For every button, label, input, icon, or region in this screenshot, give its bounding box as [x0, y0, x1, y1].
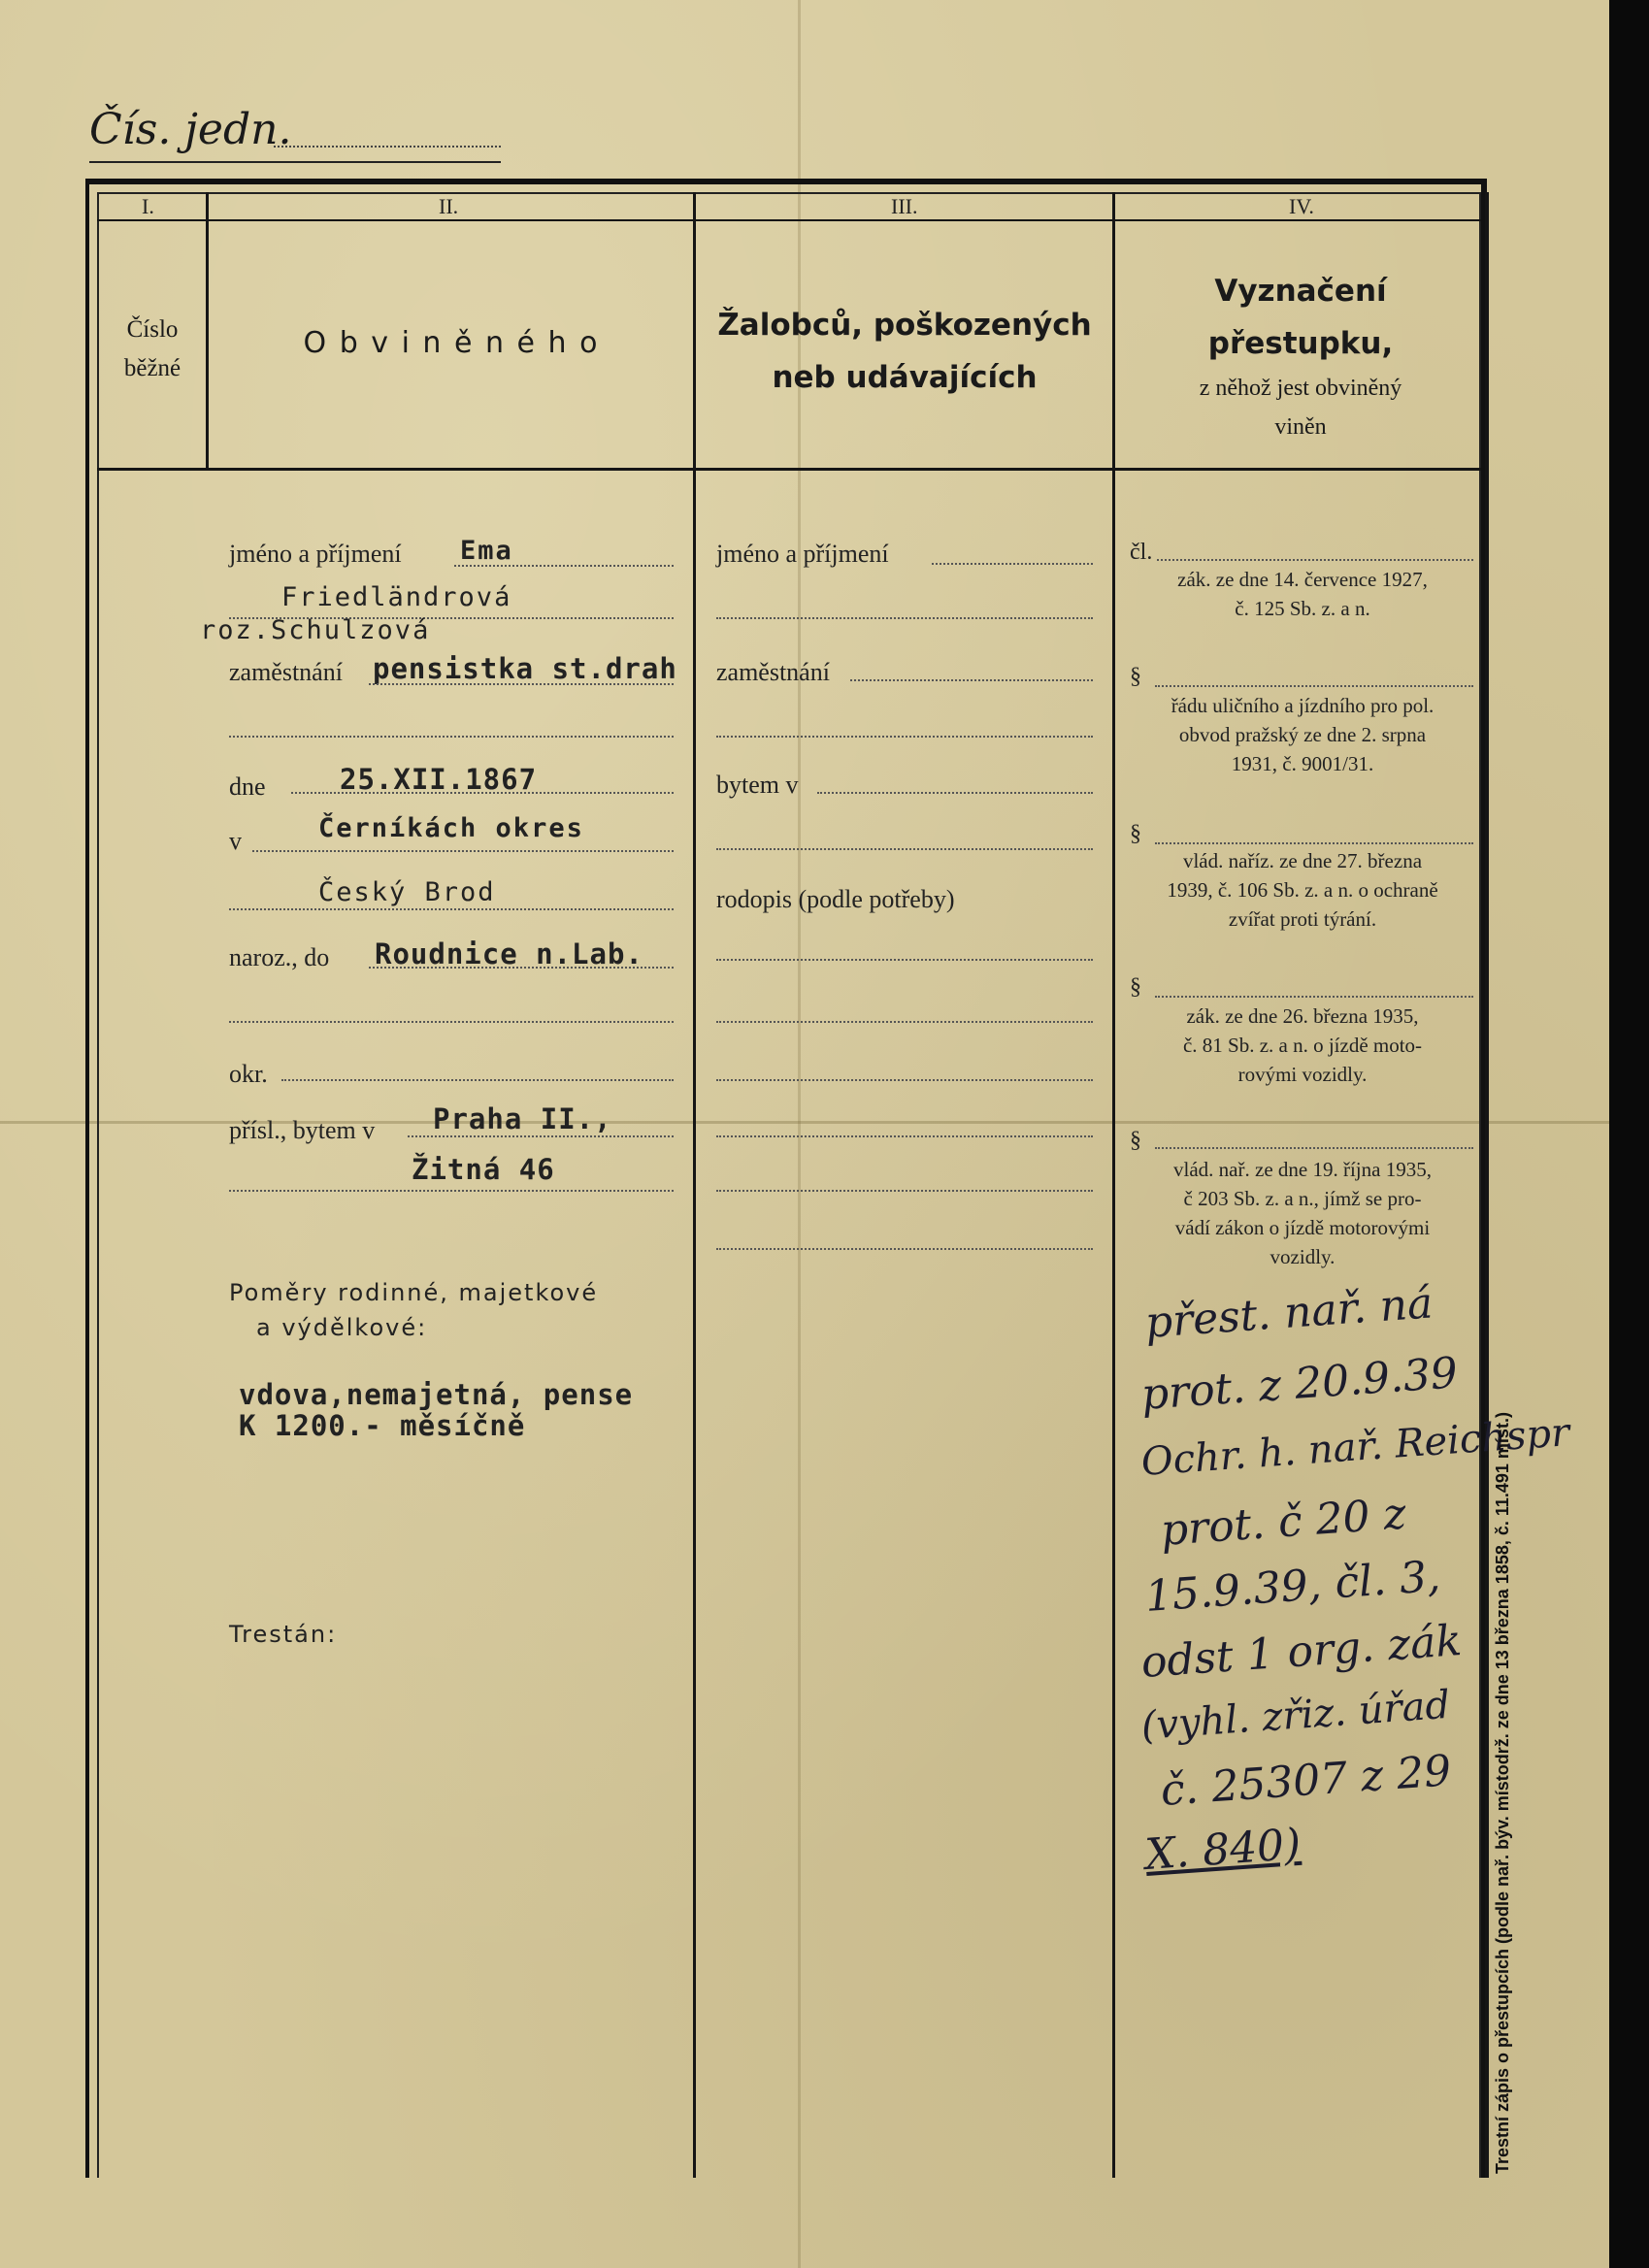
law4-line2: č. 81 Sb. z. a n. o jízdě moto- [1182, 1034, 1423, 1057]
accused-birthplace: Černíkách okres [318, 813, 584, 843]
accused-residence-street: Žitná 46 [412, 1153, 555, 1186]
complainant-biography-field-line-3 [716, 1079, 1093, 1081]
law4-line3: rovými vozidly. [1237, 1063, 1368, 1086]
accused-birthplace-field-line-2 [229, 908, 674, 910]
handwritten-note-line8: č. 25307 z 29 [1159, 1746, 1453, 1816]
handwritten-note-line5: 15.9.39, čl. 3, [1143, 1551, 1442, 1622]
law5-line3: vádí zákon o jízdě motorovými [1174, 1216, 1431, 1239]
law5-line1: vlád. nař. ze dne 19. října 1935, [1173, 1158, 1432, 1181]
complainant-biography-field-line-2 [716, 1021, 1093, 1023]
complainant-residence-field-line [817, 792, 1093, 794]
handwritten-note-line2: prot. z 20.9.39 [1139, 1348, 1460, 1420]
law3-line3: zvířat proti týrání. [1228, 907, 1377, 931]
column-divider-1 [206, 192, 209, 468]
complainant-biography-field-line-1 [716, 959, 1093, 961]
handwritten-note-line1: přest. nař. ná [1143, 1278, 1435, 1348]
numbering-row-divider [97, 219, 1481, 221]
law1-description [1126, 565, 1479, 623]
complainant-biography-field-line-5 [716, 1190, 1093, 1192]
column-number-2: II. [439, 194, 459, 218]
accused-surname: Friedländrová [281, 582, 512, 612]
law4-paragraph-field [1155, 996, 1473, 998]
header-row-divider [97, 468, 1481, 471]
law5-line2: č 203 Sb. z. a n., jímž se pro- [1183, 1187, 1422, 1210]
law2-paragraph-label: § [1130, 664, 1141, 689]
complainant-name-field-line-2 [716, 617, 1093, 619]
accused-district-field-line [281, 1079, 674, 1081]
reference-number-underline [89, 161, 501, 163]
law2-line2: obvod pražský ze dne 2. srpna [1178, 723, 1427, 746]
handwritten-note-line4: prot. č 20 z [1159, 1489, 1408, 1556]
column-number-3: III. [891, 194, 918, 218]
column-heading-number [99, 311, 206, 388]
handwritten-note-line6: odst 1 org. zák [1139, 1615, 1464, 1688]
accused-punished-label: Trestán: [229, 1621, 338, 1648]
accused-occupation-label: zaměstnání [229, 658, 343, 686]
law1-article-field [1157, 559, 1473, 561]
law4-description [1126, 1002, 1479, 1089]
accused-maiden-name: roz.Schulzová [200, 615, 431, 645]
complainant-residence-label: bytem v [716, 771, 799, 799]
handwritten-note-line7: (vyhl. zřiz. úřad [1139, 1682, 1452, 1749]
law4-paragraph-label: § [1130, 974, 1141, 1000]
law3-paragraph-label: § [1130, 821, 1141, 846]
law5-paragraph-field [1155, 1147, 1473, 1149]
column-divider-2 [693, 192, 696, 2178]
column-heading-offence-sub2: viněn [1274, 414, 1327, 440]
column-heading-accused: O b v i n ě n é h o [303, 326, 600, 360]
accused-circumstances-1: vdova,nemajetná, pense [239, 1378, 634, 1411]
accused-circumstances-label-1: Poměry rodinné, majetkové [229, 1279, 599, 1306]
accused-residence: Praha II., [433, 1102, 612, 1135]
column-heading-complainants-line1: Žalobců, poškozených [717, 308, 1092, 343]
column-divider-3 [1112, 192, 1115, 2178]
law1-article-label: čl. [1130, 540, 1153, 565]
accused-residence-label: přísl., bytem v [229, 1116, 376, 1144]
accused-birthplace-label: v [229, 827, 242, 855]
form-side-note: Trestní zápis o přestupcích (podle nař. býv. místodrž. ze dne 13 března 1858, č. 11.491 míst.) [1493, 1412, 1512, 2174]
law5-paragraph-label: § [1130, 1128, 1141, 1153]
column-heading-complainants-line2: neb udávajících [772, 360, 1038, 395]
accused-birth-district-field-line [369, 967, 674, 969]
law1-line2: č. 125 Sb. z. a n. [1235, 597, 1370, 620]
accused-first-name: Ema [460, 536, 513, 566]
complainant-biography-label: rodopis (podle potřeby) [716, 885, 955, 913]
law2-line1: řádu uličního a jízdního pro pol. [1171, 694, 1435, 717]
complainant-occupation-field-line-2 [716, 736, 1093, 738]
column-divider-right [1485, 192, 1489, 2178]
column-heading-offence-line2: přestupku, [1207, 326, 1394, 361]
accused-circumstances-2: K 1200.- měsíčně [239, 1409, 526, 1442]
law1-line1: zák. ze dne 14. července 1927, [1177, 568, 1428, 591]
complainant-residence-field-line-2 [716, 848, 1093, 850]
accused-name-label: jméno a příjmení [229, 540, 402, 568]
accused-circumstances-label-2: a výdělkové: [256, 1314, 428, 1341]
handwritten-note-line9: X. 840) [1143, 1819, 1303, 1880]
column-heading-offence-line1: Vyznačení [1214, 274, 1387, 309]
complainant-occupation-field-line [850, 679, 1093, 681]
reference-number-label: Čís. jedn. [89, 105, 292, 154]
accused-birthdate-label: dne [229, 772, 266, 801]
column-heading-number-line2: běžné [123, 355, 181, 381]
column-heading-offence-sub1: z něhož jest obviněný [1199, 376, 1402, 401]
law2-line3: 1931, č. 9001/31. [1231, 752, 1374, 775]
accused-birth-district-field-line-2 [229, 1021, 674, 1023]
column-number-1: I. [142, 194, 154, 218]
complainant-name-label: jméno a příjmení [716, 540, 889, 568]
accused-occupation: pensistka st.drah [373, 652, 677, 685]
accused-residence-field-line-2 [229, 1190, 674, 1192]
accused-birth-district: Roudnice n.Lab. [375, 937, 643, 970]
complainant-biography-field-line-4 [716, 1135, 1093, 1137]
column-number-4: IV. [1289, 194, 1314, 218]
accused-birthdate: 25.XII.1867 [340, 763, 538, 796]
accused-occupation-field-line [369, 683, 674, 685]
law4-line1: zák. ze dne 26. března 1935, [1186, 1004, 1419, 1028]
accused-residence-field-line [408, 1135, 674, 1137]
law3-paragraph-field [1155, 842, 1473, 844]
accused-birthplace-field-line [252, 850, 674, 852]
law5-description [1126, 1155, 1479, 1271]
handwritten-note-line3: Ochr. h. nař. Reichspr [1139, 1410, 1571, 1485]
column-heading-complainants [697, 299, 1112, 404]
column-heading-offence [1116, 264, 1485, 446]
accused-district-label: okr. [229, 1060, 268, 1088]
reference-number-field [274, 146, 501, 148]
law5-line4: vozidly. [1270, 1245, 1336, 1268]
complainant-biography-field-line-6 [716, 1248, 1093, 1250]
accused-birth-district-label: naroz., do [229, 943, 330, 971]
accused-birthplace-district: Český Brod [318, 877, 496, 907]
accused-birthdate-field-line [291, 792, 674, 794]
law3-line2: 1939, č. 106 Sb. z. a n. o ochraně [1167, 878, 1438, 902]
law2-paragraph-field [1155, 685, 1473, 687]
law2-description [1126, 691, 1479, 778]
column-heading-number-line1: Číslo [126, 316, 179, 343]
complainant-occupation-label: zaměstnání [716, 658, 830, 686]
law3-description [1126, 846, 1479, 934]
complainant-name-field-line [932, 563, 1093, 565]
law3-line1: vlád. naříz. ze dne 27. března [1182, 849, 1423, 872]
accused-occupation-field-line-2 [229, 736, 674, 738]
